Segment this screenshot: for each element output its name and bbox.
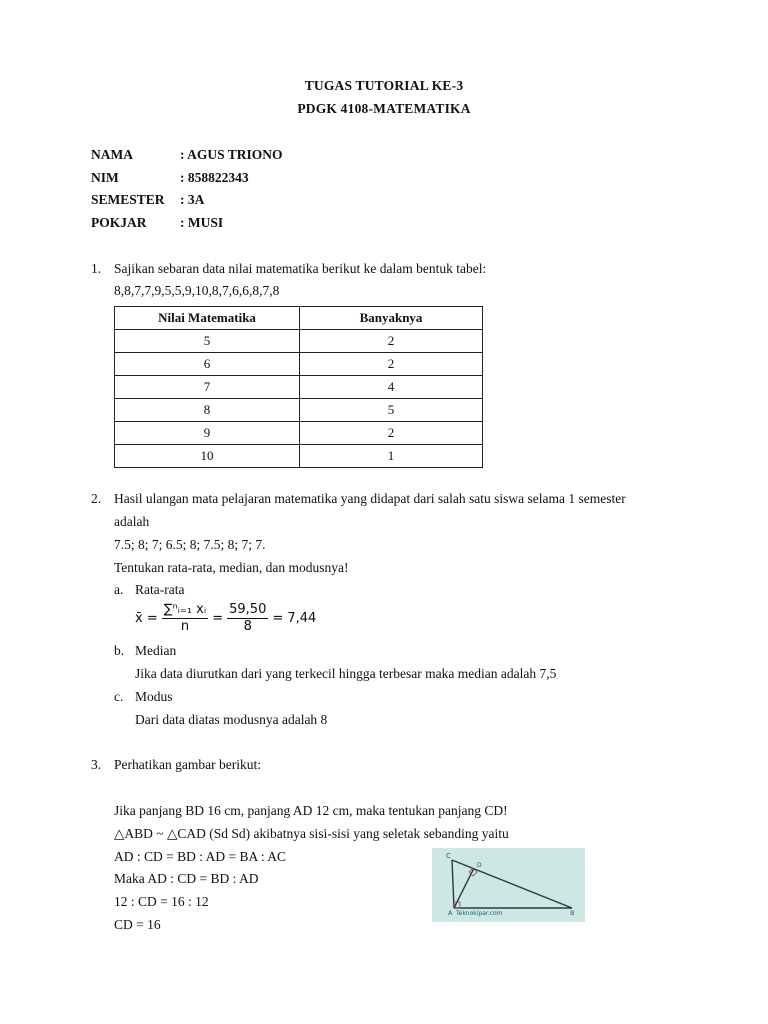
table-cell: 2 xyxy=(300,422,483,445)
table-row xyxy=(115,445,483,468)
formula-result: = 7,44 xyxy=(272,611,317,626)
side-cb xyxy=(452,860,572,908)
q3-number: 3. xyxy=(91,757,102,772)
vertex-label-c: C xyxy=(446,852,451,860)
table-cell: 7 xyxy=(115,376,300,399)
table-cell: 8 xyxy=(115,399,300,422)
q2b-text: Jika data diurutkan dari yang terkecil hingga terbesar maka median adalah 7,5 xyxy=(135,666,557,681)
q2c-text: Dari data diatas modusnya adalah 8 xyxy=(135,712,328,727)
watermark-text: Teknokipar.com xyxy=(456,910,503,917)
q3-line: Maka AD : CD = BD : AD xyxy=(114,871,259,886)
formula-sum-denominator: n xyxy=(180,619,190,634)
triangle-diagram xyxy=(432,848,585,922)
table-cell: 4 xyxy=(300,376,483,399)
side-ca xyxy=(452,860,454,908)
page-subtitle: PDGK 4108-MATEMATIKA xyxy=(297,101,471,116)
identity-value-nim: : 858822343 xyxy=(180,170,249,185)
q3-text: Perhatikan gambar berikut: xyxy=(114,757,261,772)
q2b-marker: b. xyxy=(114,643,125,658)
q1-data-line: 8,8,7,7,9,5,5,9,10,8,7,6,6,8,7,8 xyxy=(114,283,280,298)
q2-text-line2: adalah xyxy=(114,514,150,529)
formula-lhs: x̄ = xyxy=(135,611,158,626)
formula-equals: = xyxy=(212,611,224,626)
q1-text: Sajikan sebaran data nilai matematika berikut ke dalam bentuk tabel: xyxy=(114,261,487,276)
q2a-label: Rata-rata xyxy=(135,582,185,597)
table-cell: 2 xyxy=(300,353,483,376)
identity-label-semester: SEMESTER xyxy=(91,192,165,207)
table-header-row xyxy=(115,307,483,330)
table-cell: 5 xyxy=(300,399,483,422)
triangle-figure xyxy=(432,848,585,922)
q1-number: 1. xyxy=(91,261,102,276)
table-cell: 2 xyxy=(300,330,483,353)
q2c-marker: c. xyxy=(114,689,124,704)
table-row xyxy=(115,399,483,422)
identity-label-nim: NIM xyxy=(91,170,119,185)
formula-value-denominator: 8 xyxy=(243,619,252,634)
table-row xyxy=(115,422,483,445)
q2-number: 2. xyxy=(91,491,102,506)
formula-sum-fraction xyxy=(162,603,209,634)
identity-value-semester: : 3A xyxy=(180,192,205,207)
q2-text-line1: Hasil ulangan mata pelajaran matematika yang didapat dari salah satu siswa selama 1 semester xyxy=(114,491,626,506)
page-title: TUGAS TUTORIAL KE-3 xyxy=(304,78,464,93)
identity-label-nama: NAMA xyxy=(91,147,133,162)
q3-line: CD = 16 xyxy=(114,917,161,932)
table-row xyxy=(115,353,483,376)
identity-label-pokjar: POKJAR xyxy=(91,215,147,230)
formula-sum-numerator: ∑ⁿᵢ₌₁ xᵢ xyxy=(163,602,207,617)
q3-line: AD : CD = BD : AD = BA : AC xyxy=(114,849,287,864)
table-cell: 6 xyxy=(115,353,300,376)
table-cell: 1 xyxy=(300,445,483,468)
vertex-label-d: D xyxy=(477,862,482,869)
identity-value-pokjar: : MUSI xyxy=(180,215,224,230)
vertex-label-b: B xyxy=(570,909,575,917)
table-cell: 9 xyxy=(115,422,300,445)
q2c-label: Modus xyxy=(135,689,173,704)
table-header-nilai: Nilai Matematika xyxy=(115,307,300,330)
q2b-label: Median xyxy=(135,643,177,658)
formula-value-fraction xyxy=(227,603,268,634)
identity-value-nama: : AGUS TRIONO xyxy=(180,147,283,162)
table-cell: 10 xyxy=(115,445,300,468)
q3-line: 12 : CD = 16 : 12 xyxy=(114,894,209,909)
table-row xyxy=(115,330,483,353)
vertex-label-a: A xyxy=(448,909,453,917)
q1-table xyxy=(114,306,483,468)
q2-data-line: 7.5; 8; 7; 6.5; 8; 7.5; 8; 7; 7. xyxy=(114,537,266,552)
q2-instruction: Tentukan rata-rata, median, dan modusnya! xyxy=(114,560,349,575)
mean-formula xyxy=(135,603,316,634)
q3-line: Jika panjang BD 16 cm, panjang AD 12 cm, maka tentukan panjang CD! xyxy=(114,803,508,818)
formula-value-numerator: 59,50 xyxy=(229,602,267,617)
table-header-banyaknya: Banyaknya xyxy=(300,307,483,330)
q2a-marker: a. xyxy=(114,582,124,597)
q3-line: △ABD ~ △CAD (Sd Sd) akibatnya sisi-sisi yang seletak sebanding yaitu xyxy=(114,826,509,841)
table-row xyxy=(115,376,483,399)
table-cell: 5 xyxy=(115,330,300,353)
